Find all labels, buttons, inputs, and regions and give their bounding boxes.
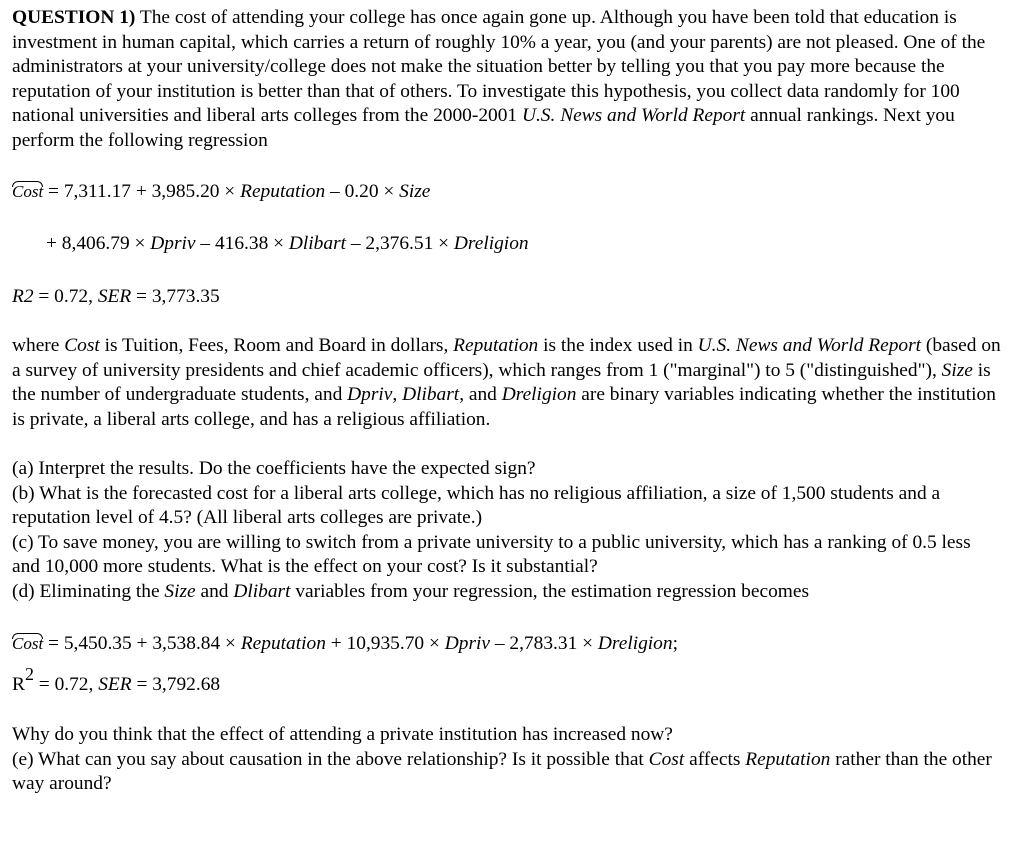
equation-1-line-2 xyxy=(46,232,529,256)
eq2-var-dreligion: Dreligion xyxy=(597,633,673,654)
part-e-text: (e) What can you say about causation in the above relationship? Is it possible that xyxy=(12,748,649,770)
def-text: (based on a survey of university presidents and chief academic officers), which ranges from 1 ("marginal") to 5 ("distinguished"), xyxy=(12,335,1001,381)
eq1-ser: SER xyxy=(97,286,132,307)
eq1-var-reputation: Reputation xyxy=(240,181,326,202)
eq1-var-dlibart: Dlibart xyxy=(288,233,347,254)
cost-hat-variable: Cost xyxy=(12,180,43,204)
part-d-size: Size xyxy=(164,580,196,602)
def-size: Size xyxy=(941,359,973,381)
def-text: is the index used in xyxy=(538,335,698,356)
part-c: (c) To save money, you are willing to switch from a private university to a public university, which has a ranking of 0.5 less and 10,000 more students. What is the effect on your cost? Is it substantial? xyxy=(12,531,971,578)
part-d-text: and xyxy=(195,580,234,602)
equation-2-line-1 xyxy=(12,632,678,656)
question-label: QUESTION 1) xyxy=(12,7,136,28)
eq1-term-5: – 2,376.51 × xyxy=(346,233,454,254)
closing-questions xyxy=(12,723,1002,797)
def-text: , and xyxy=(459,384,502,406)
eq2-term: ; xyxy=(672,633,678,654)
part-e xyxy=(12,748,1002,797)
eq1-term-3: + 8,406.79 × xyxy=(46,233,151,254)
eq1-var-dpriv: Dpriv xyxy=(150,233,196,254)
cost-hat-variable: Cost xyxy=(12,632,43,656)
part-e-text: rather than the other way around? xyxy=(12,748,992,795)
eq1-r2-value: = 0.72, xyxy=(33,286,98,307)
eq1-term-2: – 0.20 × xyxy=(325,181,400,202)
def-text: are binary variables indicating whether the institution is private, a liberal arts college, and has a religious affiliation. xyxy=(12,384,996,430)
equation-1-line-1 xyxy=(12,180,430,204)
intro-text-2: annual rankings. Next you perform the following regression xyxy=(12,105,955,151)
eq1-r2: R2 xyxy=(12,286,34,307)
eq2-var-dpriv: Dpriv xyxy=(444,633,490,654)
followup-question: Why do you think that the effect of attending a private institution has increased now? xyxy=(12,724,673,745)
eq2-r2-value: = 0.72, xyxy=(33,674,99,695)
def-cost: Cost xyxy=(64,335,100,356)
eq2-term: = 5,450.35 + 3,538.84 × xyxy=(43,633,241,654)
def-publication: U.S. News and World Report xyxy=(697,335,922,356)
eq1-term-1: = 7,311.17 + 3,985.20 × xyxy=(43,181,241,202)
part-d xyxy=(12,580,1002,605)
def-text: , xyxy=(392,384,403,406)
eq1-var-size: Size xyxy=(399,181,431,202)
question-parts xyxy=(12,457,1002,605)
equation-1-stats xyxy=(12,285,220,309)
eq2-var-reputation: Reputation xyxy=(240,633,326,654)
eq2-term: + 10,935.70 × xyxy=(325,633,445,654)
eq2-term: – 2,783.31 × xyxy=(490,633,598,654)
part-e-reputation: Reputation xyxy=(745,748,831,770)
part-e-text: affects xyxy=(684,748,746,770)
part-d-text: (d) Eliminating the xyxy=(12,580,165,602)
eq1-ser-value: = 3,773.35 xyxy=(131,286,220,307)
definitions-paragraph xyxy=(12,334,1002,432)
publication-name: U.S. News and World Report xyxy=(521,105,746,127)
eq2-r: R xyxy=(12,674,25,695)
eq2-ser-value: = 3,792.68 xyxy=(131,674,221,695)
part-d-dlibart: Dlibart xyxy=(233,580,291,602)
equation-2-stats xyxy=(12,664,221,697)
part-a: (a) Interpret the results. Do the coefficients have the expected sign? xyxy=(12,458,536,479)
intro-text-1: The cost of attending your college has once again gone up. Although you have been told that education is investment in human capital, which carries a return of roughly 10% a year, you (and your parents) are not pleased. One of the administrators at your university/college does not make the situation better by telling you that you pay more because the reputation of your institution is better than that of others. To investigate this hypothesis, you collect data randomly for 100 national universities and liberal arts colleges from the 2000-2001 xyxy=(12,7,986,127)
def-dreligion: Dreligion xyxy=(501,384,577,406)
def-text: is the number of undergraduate students, and xyxy=(12,359,991,406)
eq2-ser: SER xyxy=(98,674,132,695)
def-text: is Tuition, Fees, Room and Board in dollars, xyxy=(99,335,454,356)
part-d-text: variables from your regression, the estimation regression becomes xyxy=(290,580,810,602)
def-dpriv: Dpriv xyxy=(347,384,393,406)
def-reputation: Reputation xyxy=(453,335,539,356)
eq1-var-dreligion: Dreligion xyxy=(453,233,529,254)
part-e-cost: Cost xyxy=(648,748,685,770)
def-dlibart: Dlibart xyxy=(402,384,460,406)
eq2-r-superscript: 2 xyxy=(24,664,34,684)
eq1-term-4: – 416.38 × xyxy=(195,233,289,254)
def-text: where xyxy=(12,335,65,356)
part-b: (b) What is the forecasted cost for a liberal arts college, which has no religious affiliation, a size of 1,500 students and a reputation level of 4.5? (All liberal arts colleges are private.) xyxy=(12,482,941,529)
question-intro xyxy=(12,6,1002,154)
